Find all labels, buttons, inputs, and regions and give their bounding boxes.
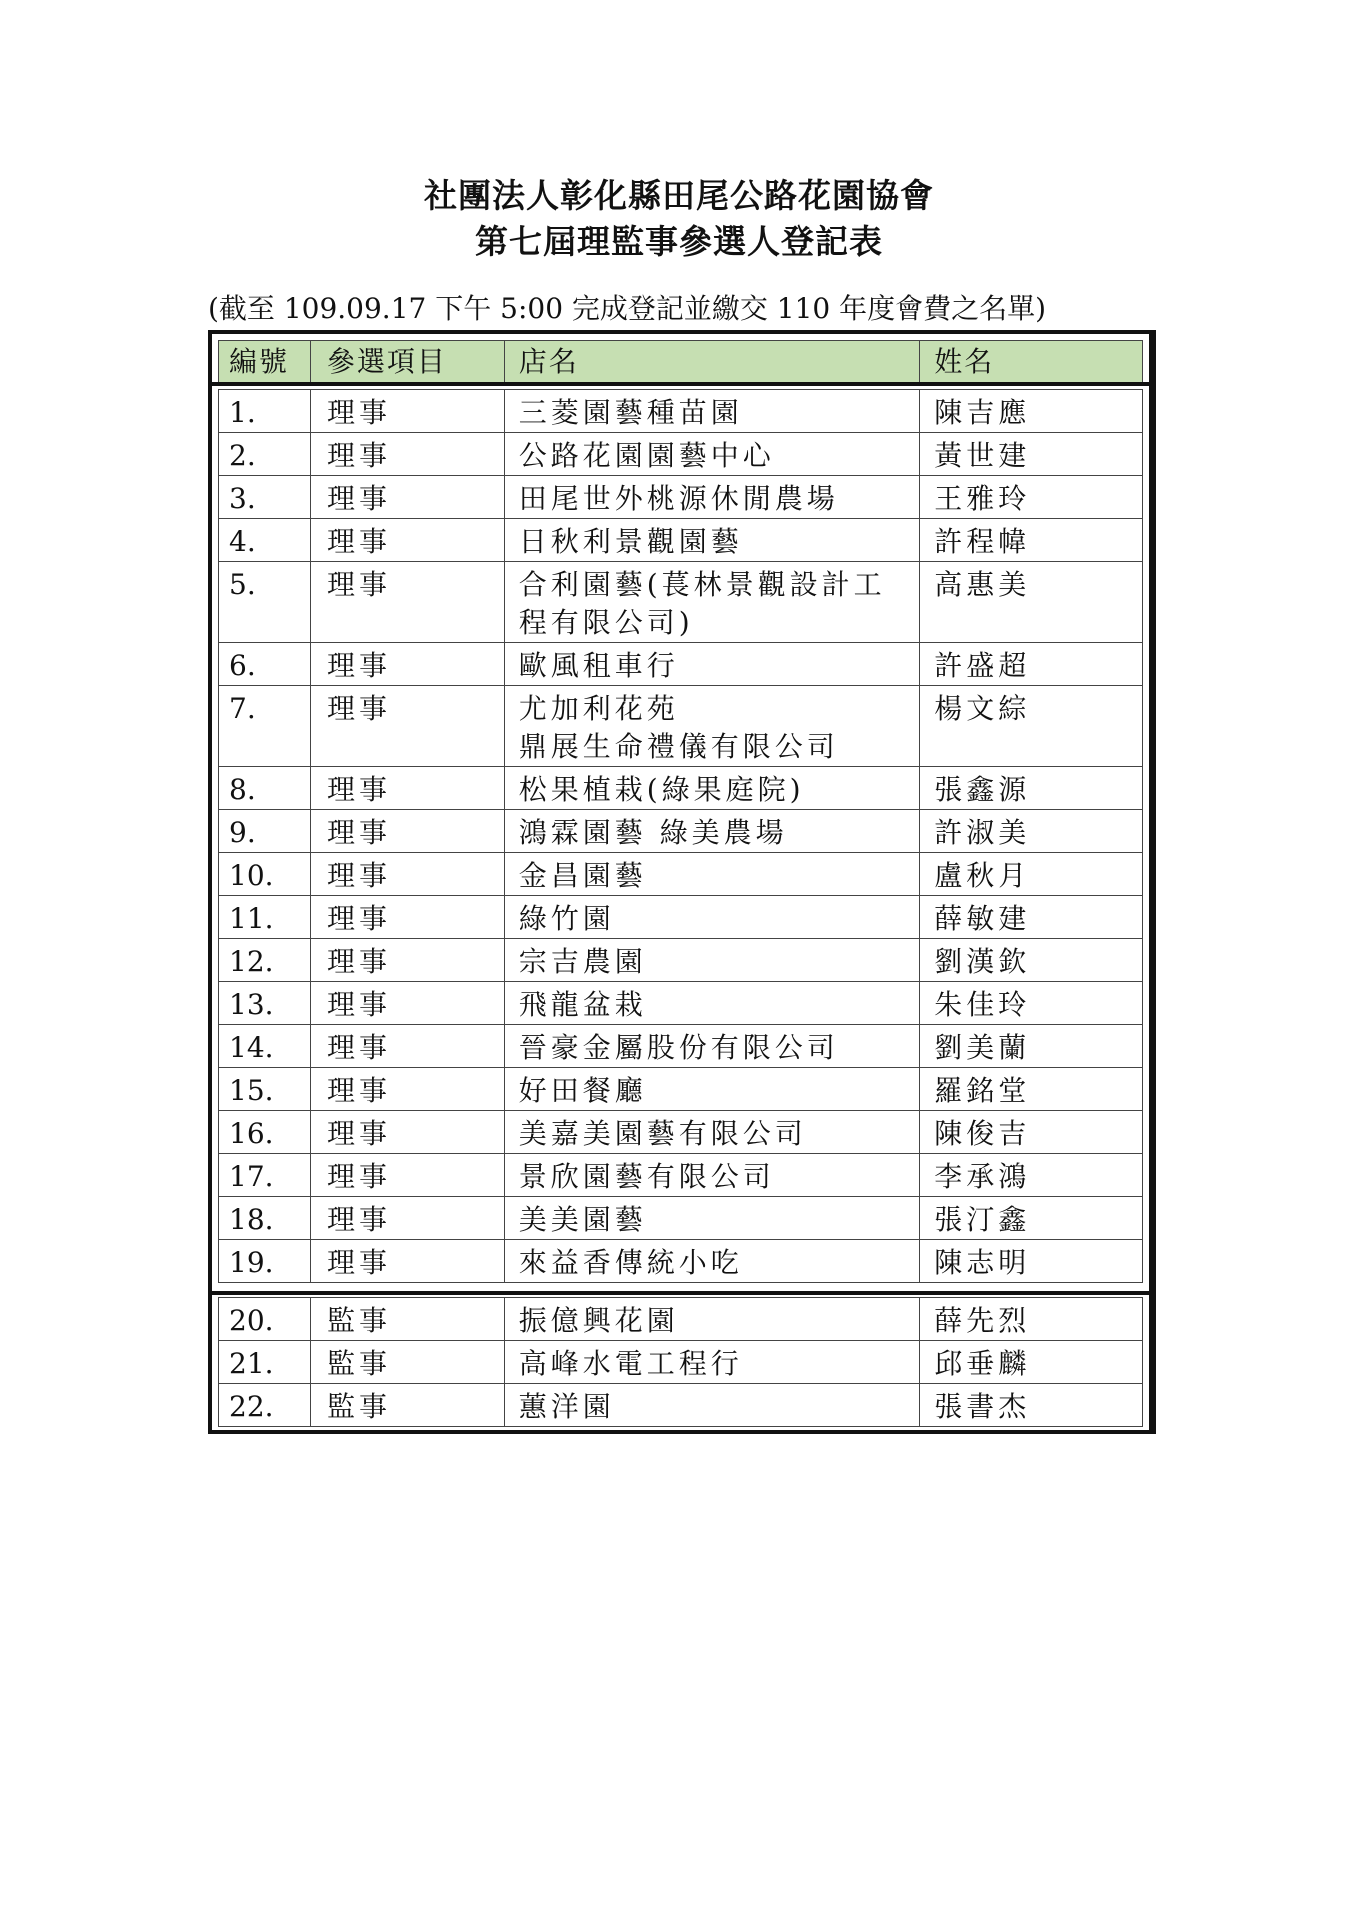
row-role: 理事 [310, 686, 504, 767]
store-name-line: 日秋利景觀園藝 [518, 525, 743, 558]
row-role: 理事 [310, 433, 504, 476]
row-store [504, 1154, 920, 1197]
row-role: 理事 [310, 1025, 504, 1068]
row-role: 理事 [310, 767, 504, 810]
store-name-line: 振億興花園 [518, 1304, 679, 1337]
table-row [219, 1298, 1143, 1341]
section-divider [212, 1291, 1149, 1295]
row-name: 許淑美 [920, 810, 1143, 853]
row-number: 16. [219, 1111, 311, 1154]
row-role: 理事 [310, 1197, 504, 1240]
row-name: 劉美蘭 [920, 1025, 1143, 1068]
store-name-line: 程有限公司) [518, 606, 694, 639]
row-role: 理事 [310, 643, 504, 686]
row-store [504, 853, 920, 896]
directors-table [218, 389, 1143, 1283]
row-name: 許程幃 [920, 519, 1143, 562]
row-number: 6. [219, 643, 311, 686]
row-role: 理事 [310, 476, 504, 519]
candidate-table [208, 330, 1156, 1434]
row-number: 2. [219, 433, 311, 476]
table-row [219, 1197, 1143, 1240]
row-store [504, 810, 920, 853]
table-row [219, 896, 1143, 939]
header-store: 店名 [504, 341, 920, 383]
table-row [219, 686, 1143, 767]
document-note: (截至 109.09.17 下午 5:00 完成登記並繳交 110 年度會費之名單) [208, 292, 1047, 325]
row-number: 5. [219, 562, 311, 643]
row-store [504, 1197, 920, 1240]
header-name: 姓名 [920, 341, 1143, 383]
row-store [504, 519, 920, 562]
table-row [219, 1111, 1143, 1154]
row-role: 理事 [310, 1240, 504, 1283]
table-row [219, 1240, 1143, 1283]
row-name: 薛敏建 [920, 896, 1143, 939]
store-name-line: 好田餐廳 [518, 1074, 647, 1107]
table-row [219, 1068, 1143, 1111]
row-number: 21. [219, 1341, 311, 1384]
row-role: 理事 [310, 810, 504, 853]
store-name-line: 景欣園藝有限公司 [518, 1160, 775, 1193]
row-store [504, 476, 920, 519]
header-number: 編號 [219, 341, 311, 383]
store-name-line: 晉豪金屬股份有限公司 [518, 1031, 839, 1064]
table-row [219, 1154, 1143, 1197]
row-name: 張書杰 [920, 1384, 1143, 1427]
store-name-line: 綠竹園 [518, 902, 615, 935]
row-name: 劉漢欽 [920, 939, 1143, 982]
table-row [219, 519, 1143, 562]
table-row [219, 643, 1143, 686]
document-title: 社團法人彰化縣田尾公路花園協會 [424, 176, 934, 215]
row-number: 12. [219, 939, 311, 982]
row-name: 高惠美 [920, 562, 1143, 643]
table-row [219, 433, 1143, 476]
row-role: 監事 [310, 1341, 504, 1384]
row-number: 14. [219, 1025, 311, 1068]
row-number: 18. [219, 1197, 311, 1240]
table-row [219, 476, 1143, 519]
row-role: 理事 [310, 390, 504, 433]
row-role: 理事 [310, 1154, 504, 1197]
row-name: 薛先烈 [920, 1298, 1143, 1341]
header-divider [212, 382, 1149, 386]
row-number: 8. [219, 767, 311, 810]
row-store [504, 1111, 920, 1154]
row-number: 4. [219, 519, 311, 562]
store-name-line: 宗吉農園 [518, 945, 647, 978]
row-number: 22. [219, 1384, 311, 1427]
store-name-line: 高峰水電工程行 [518, 1347, 743, 1380]
row-name: 邱垂麟 [920, 1341, 1143, 1384]
row-number: 13. [219, 982, 311, 1025]
row-store [504, 433, 920, 476]
row-number: 10. [219, 853, 311, 896]
row-store [504, 1068, 920, 1111]
store-name-line: 飛龍盆栽 [518, 988, 647, 1021]
row-number: 3. [219, 476, 311, 519]
row-role: 理事 [310, 939, 504, 982]
row-store [504, 896, 920, 939]
row-number: 11. [219, 896, 311, 939]
row-role: 理事 [310, 1068, 504, 1111]
row-store [504, 562, 920, 643]
store-name-line: 合利園藝(萇林景觀設計工 [518, 568, 886, 601]
table-row [219, 810, 1143, 853]
row-role: 監事 [310, 1298, 504, 1341]
row-store [504, 686, 920, 767]
store-name-line: 田尾世外桃源休閒農場 [518, 482, 839, 515]
row-name: 李承鴻 [920, 1154, 1143, 1197]
row-name: 張汀鑫 [920, 1197, 1143, 1240]
row-role: 理事 [310, 982, 504, 1025]
row-store [504, 1240, 920, 1283]
row-store [504, 1341, 919, 1384]
row-name: 陳俊吉 [920, 1111, 1143, 1154]
row-store [504, 767, 920, 810]
row-number: 20. [219, 1298, 311, 1341]
table-header [218, 340, 1143, 383]
table-row [219, 1384, 1143, 1427]
row-name: 陳志明 [920, 1240, 1143, 1283]
store-name-line: 美美園藝 [518, 1203, 647, 1236]
row-name: 盧秋月 [920, 853, 1143, 896]
row-name: 張鑫源 [920, 767, 1143, 810]
row-role: 理事 [310, 519, 504, 562]
row-name: 朱佳玲 [920, 982, 1143, 1025]
row-store [504, 643, 920, 686]
row-name: 王雅玲 [920, 476, 1143, 519]
row-number: 17. [219, 1154, 311, 1197]
store-name-line: 來益香傳統小吃 [518, 1246, 743, 1279]
row-store [504, 1298, 919, 1341]
row-name: 黃世建 [920, 433, 1143, 476]
store-name-line: 金昌園藝 [518, 859, 647, 892]
table-row [219, 853, 1143, 896]
row-number: 7. [219, 686, 311, 767]
header-role: 參選項目 [310, 341, 504, 383]
store-name-line: 松果植栽(綠果庭院) [518, 773, 805, 806]
row-name: 羅銘堂 [920, 1068, 1143, 1111]
store-name-line: 鼎展生命禮儀有限公司 [518, 730, 839, 763]
row-store [504, 1384, 919, 1427]
store-name-line: 鴻霖園藝 綠美農場 [518, 816, 788, 849]
store-name-line: 公路花園園藝中心 [518, 439, 775, 472]
row-name: 陳吉應 [920, 390, 1143, 433]
row-role: 理事 [310, 896, 504, 939]
row-role: 監事 [310, 1384, 504, 1427]
row-role: 理事 [310, 853, 504, 896]
row-store [504, 982, 920, 1025]
row-name: 許盛超 [920, 643, 1143, 686]
row-store [504, 390, 920, 433]
table-row [219, 982, 1143, 1025]
store-name-line: 美嘉美園藝有限公司 [518, 1117, 807, 1150]
row-name: 楊文綜 [920, 686, 1143, 767]
table-row [219, 939, 1143, 982]
table-row [219, 390, 1143, 433]
store-name-line: 蕙洋園 [518, 1390, 615, 1423]
row-store [504, 939, 920, 982]
row-store [504, 1025, 920, 1068]
row-role: 理事 [310, 1111, 504, 1154]
row-role: 理事 [310, 562, 504, 643]
store-name-line: 歐風租車行 [518, 649, 679, 682]
table-row [219, 562, 1143, 643]
table-row [219, 767, 1143, 810]
table-row [219, 1025, 1143, 1068]
supervisors-table [218, 1297, 1143, 1427]
row-number: 15. [219, 1068, 311, 1111]
row-number: 1. [219, 390, 311, 433]
table-row [219, 1341, 1143, 1384]
document-subtitle-heading: 第七屆理監事參選人登記表 [475, 222, 883, 261]
store-name-line: 尤加利花苑 [518, 692, 679, 725]
row-number: 9. [219, 810, 311, 853]
store-name-line: 三菱園藝種苗園 [518, 396, 743, 429]
row-number: 19. [219, 1240, 311, 1283]
